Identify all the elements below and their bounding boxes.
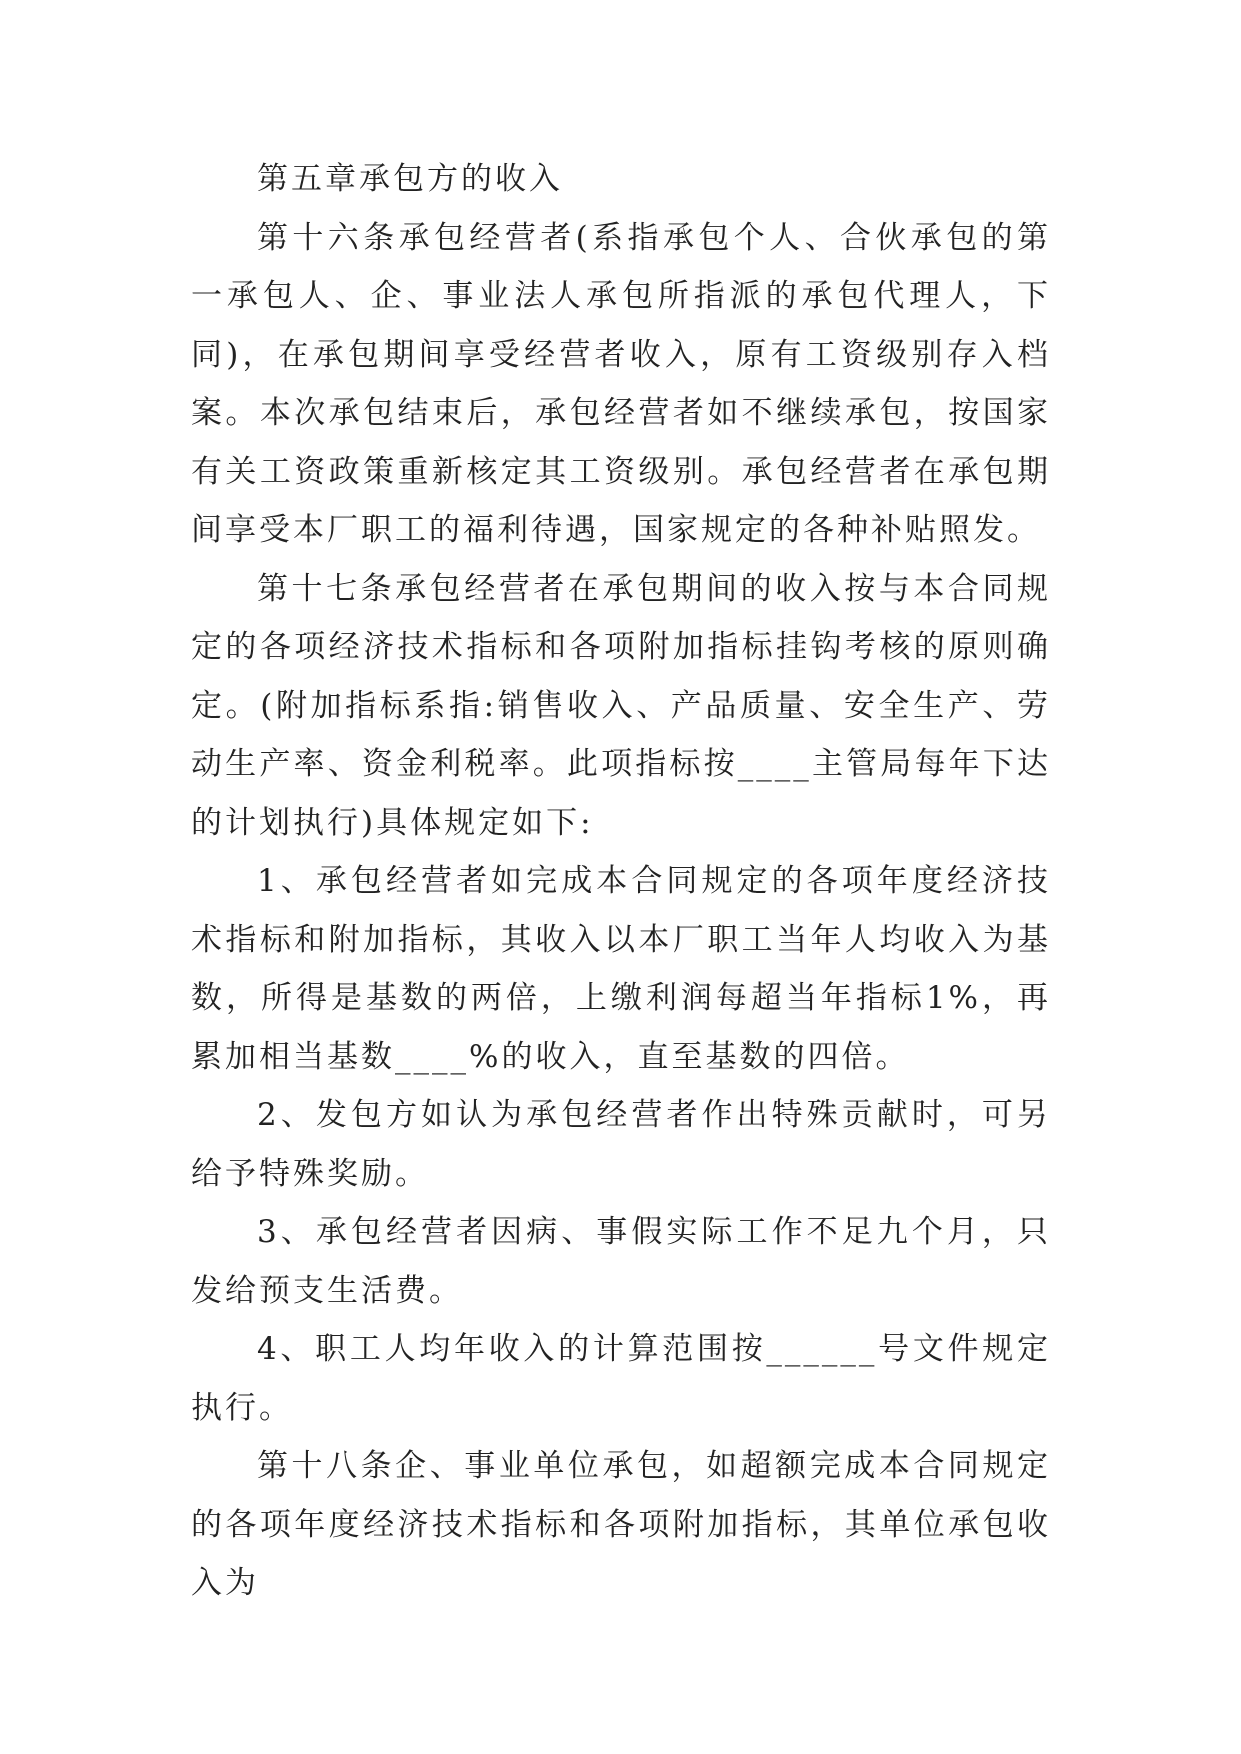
clause-1-paragraph: 1、承包经营者如完成本合同规定的各项年度经济技术指标和附加指标，其收入以本厂职工当年人均收入为基数，所得是基数的两倍，上缴利润每超当年指标1%，再累加相当基数____%的收入，直至基数的四倍。 [191,863,1051,1075]
article-16-paragraph: 第十六条承包经营者(系指承包个人、合伙承包的第一承包人、企、事业法人承包所指派的承包代理人，下同)，在承包期间享受经营者收入，原有工资级别存入档案。本次承包结束后，承包经营者如不继续承包，按国家有关工资政策重新核定其工资级别。承包经营者在承包期间享受本厂职工的福利待遇，国家规定的各种补贴照发。 [191,219,1051,548]
clause-3-paragraph: 3、承包经营者因病、事假实际工作不足九个月，只发给预支生活费。 [191,1214,1051,1309]
chapter-heading: 第五章承包方的收入 [257,161,563,197]
clause-2-paragraph: 2、发包方如认为承包经营者作出特殊贡献时，可另给予特殊奖励。 [191,1097,1051,1192]
article-18-paragraph: 第十八条企、事业单位承包，如超额完成本合同规定的各项年度经济技术指标和各项附加指标，其单位承包收入为 [191,1448,1051,1601]
document-body [191,150,1051,1613]
article-17-paragraph: 第十七条承包经营者在承包期间的收入按与本合同规定的各项经济技术指标和各项附加指标挂钩考核的原则确定。(附加指标系指:销售收入、产品质量、安全生产、劳动生产率、资金利税率。此项指标按____主管局每年下达的计划执行)具体规定如下: [191,570,1051,841]
clause-4-paragraph: 4、职工人均年收入的计算范围按______号文件规定执行。 [191,1331,1051,1426]
